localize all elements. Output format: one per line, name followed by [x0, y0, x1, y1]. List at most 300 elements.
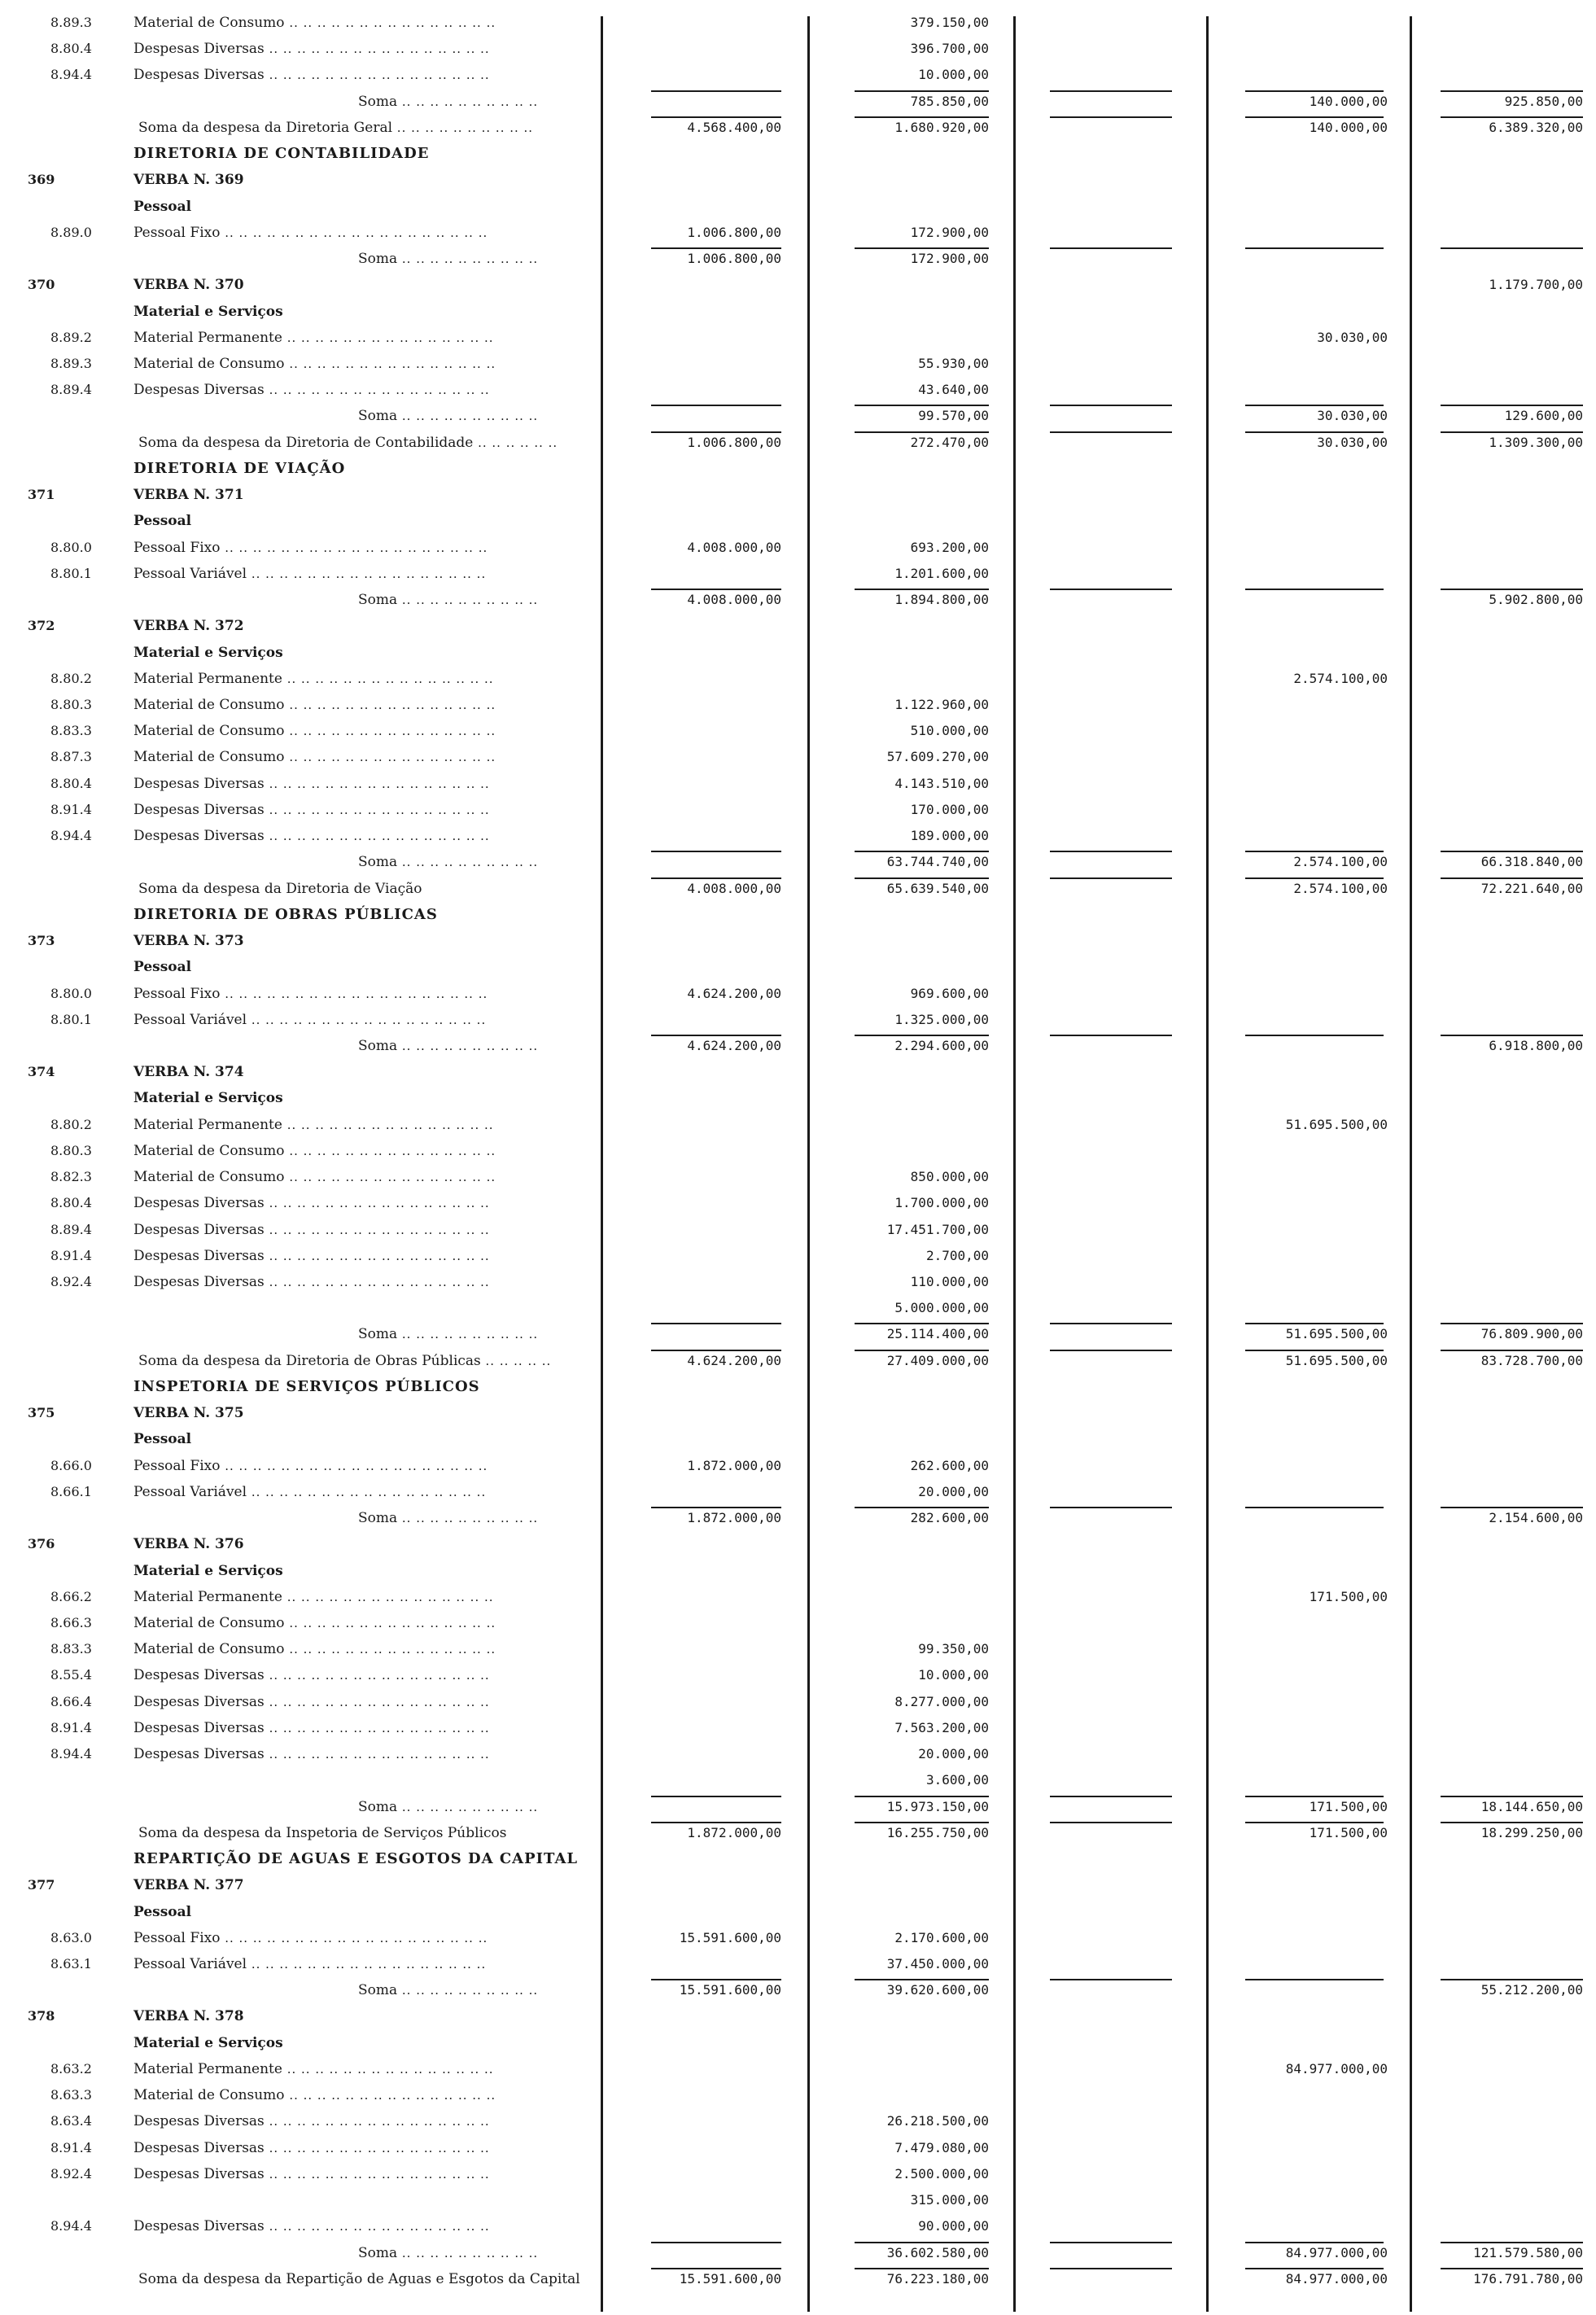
- dot-leader: .. .. .. .. .. .. .. .. .. .. .. .. .. .. .. ..: [264, 1196, 490, 1210]
- dot-leader: .. .. .. .. .. .. .. .. .. .. .. .. .. .. .. ..: [264, 1695, 490, 1709]
- verba-number: 371: [28, 487, 55, 502]
- amount-c4: 51.695.500,00: [1285, 1353, 1388, 1368]
- section-heading: REPARTIÇÃO DE AGUAS E ESGOTOS DA CAPITAL: [133, 1850, 579, 1867]
- account-code: 8.94.4: [50, 2218, 92, 2234]
- line-label: Despesas Diversas .. .. .. .. .. .. .. .. .. .. .. .. .. .. .. ..: [133, 1694, 490, 1710]
- amount-c2: 16.255.750,00: [886, 1825, 989, 1840]
- account-code: 8.80.0: [50, 986, 92, 1001]
- amount-c2: 65.639.540,00: [886, 881, 989, 896]
- sum-label: Soma .. .. .. .. .. .. .. .. .. ..: [358, 251, 539, 267]
- line-label: Material de Consumo .. .. .. .. .. .. .. .. .. .. .. .. .. .. ..: [133, 1169, 496, 1185]
- dot-leader: .. .. .. .. .. .. .. .. .. ..: [392, 120, 534, 135]
- sum-label: Soma .. .. .. .. .. .. .. .. .. ..: [358, 408, 539, 424]
- total-label: Soma da despesa da Diretoria de Contabilidade .. .. .. .. .. ..: [138, 435, 558, 451]
- sum-label: Soma .. .. .. .. .. .. .. .. .. ..: [358, 854, 539, 870]
- dot-leader: .. .. .. .. .. .. .. .. .. .. .. .. .. .. ..: [284, 2088, 496, 2103]
- verba-number: 378: [28, 2008, 55, 2024]
- amount-c4: 51.695.500,00: [1285, 1117, 1388, 1132]
- sum-rule: [1245, 1796, 1384, 1797]
- line-label: Material de Consumo .. .. .. .. .. .. .. .. .. .. .. .. .. .. ..: [133, 356, 496, 372]
- line-label: Pessoal Variável .. .. .. .. .. .. .. .. .. .. .. .. .. .. .. .. ..: [133, 566, 487, 582]
- sum-rule: [651, 90, 781, 92]
- verba-title: VERBA N. 374: [133, 1064, 244, 1080]
- sum-rule: [1441, 405, 1583, 406]
- amount-c1: 1.006.800,00: [687, 435, 781, 450]
- sum-label: Soma .. .. .. .. .. .. .. .. .. ..: [358, 1799, 539, 1815]
- account-code: 8.63.2: [50, 2061, 92, 2076]
- dot-leader: .. .. .. .. .. .. .. .. .. .. .. .. .. .. .. ..: [264, 42, 490, 56]
- dot-leader: .. .. .. .. .. .. .. .. .. .. .. .. .. .. .. ..: [264, 1668, 490, 1683]
- sum-rule: [1441, 1796, 1583, 1797]
- dot-leader: .. .. .. .. .. .. .. .. .. .. .. .. .. .. ..: [282, 1590, 494, 1604]
- account-code: 8.94.4: [50, 828, 92, 843]
- verba-number: 377: [28, 1877, 55, 1893]
- account-code: 8.80.4: [50, 1195, 92, 1210]
- amount-c2: 396.700,00: [910, 41, 989, 56]
- line-label: Despesas Diversas .. .. .. .. .. .. .. .. .. .. .. .. .. .. .. ..: [133, 802, 490, 818]
- sum-rule: [1050, 2242, 1172, 2243]
- sum-rule: [1441, 1323, 1583, 1324]
- sum-rule: [1050, 431, 1172, 433]
- amount-c2: 5.000.000,00: [894, 1300, 989, 1315]
- dot-leader: .. .. .. .. .. .. .. .. .. .. .. .. .. .. .. ..: [264, 383, 490, 397]
- line-label: Material de Consumo .. .. .. .. .. .. .. .. .. .. .. .. .. .. ..: [133, 697, 496, 713]
- account-code: 8.89.4: [50, 1222, 92, 1237]
- account-code: 8.55.4: [50, 1667, 92, 1683]
- line-label: Despesas Diversas .. .. .. .. .. .. .. .. .. .. .. .. .. .. .. ..: [133, 67, 490, 83]
- sum-rule: [1245, 2242, 1384, 2243]
- sum-rule: [1245, 1350, 1384, 1351]
- sum-rule: [1245, 1035, 1384, 1036]
- sum-rule: [1050, 851, 1172, 852]
- amount-c1: 15.591.600,00: [679, 2271, 781, 2287]
- amount-c5: 129.600,00: [1504, 408, 1583, 423]
- dot-leader: .. .. .. .. .. .. .. .. .. ..: [397, 1983, 539, 1998]
- line-label: Material Permanente .. .. .. .. .. .. .. .. .. .. .. .. .. .. ..: [133, 671, 494, 687]
- dot-leader: .. .. .. .. .. .. .. .. .. .. .. .. .. .. .. ..: [264, 1275, 490, 1289]
- dot-leader: .. .. .. .. .. .. .. .. .. ..: [397, 1511, 539, 1525]
- amount-c5: 1.309.300,00: [1489, 435, 1583, 450]
- dot-leader: .. .. .. .. .. .. .. .. .. .. .. .. .. .. .. .. ..: [247, 1485, 487, 1499]
- line-label: Pessoal: [133, 1431, 192, 1447]
- amount-c2: 99.350,00: [918, 1641, 989, 1656]
- dot-leader: .. .. .. .. .. .. .. .. .. ..: [397, 855, 539, 869]
- account-code: 8.91.4: [50, 1248, 92, 1263]
- line-label: Despesas Diversas .. .. .. .. .. .. .. .. .. .. .. .. .. .. .. ..: [133, 1667, 490, 1683]
- dot-leader: .. .. .. .. .. .. .. .. .. .. .. .. .. .. .. .. .. .. ..: [220, 225, 488, 240]
- dot-leader: .. .. .. .. .. .. .. .. .. .. .. .. .. .. .. ..: [264, 2114, 490, 2129]
- verba-title: VERBA N. 377: [133, 1877, 244, 1893]
- verba-number: 374: [28, 1064, 55, 1079]
- dot-leader: .. .. .. .. .. .. .. .. .. .. .. .. .. .. ..: [282, 1118, 494, 1132]
- sum-rule: [1441, 1822, 1583, 1823]
- line-label: Material de Consumo .. .. .. .. .. .. .. .. .. .. .. .. .. .. ..: [133, 2087, 496, 2103]
- account-code: 8.89.3: [50, 15, 92, 30]
- sum-label: Soma .. .. .. .. .. .. .. .. .. ..: [358, 592, 539, 608]
- amount-c2: 63.744.740,00: [886, 854, 989, 869]
- line-label: Despesas Diversas .. .. .. .. .. .. .. .. .. .. .. .. .. .. .. ..: [133, 382, 490, 398]
- amount-c2: 7.563.200,00: [894, 1720, 989, 1735]
- account-code: 8.63.3: [50, 2087, 92, 2103]
- sum-rule: [1050, 405, 1172, 406]
- sum-rule: [1441, 90, 1583, 92]
- dot-leader: .. .. .. .. .. .. .. .. .. .. .. .. .. .. .. ..: [264, 1721, 490, 1735]
- sum-rule: [651, 1822, 781, 1823]
- verba-title: VERBA N. 371: [133, 487, 244, 503]
- amount-c2: 17.451.700,00: [886, 1222, 989, 1237]
- verba-title: VERBA N. 369: [133, 172, 244, 188]
- sum-rule: [855, 90, 989, 92]
- sum-rule: [1050, 1507, 1172, 1508]
- account-code: 8.66.4: [50, 1694, 92, 1709]
- dot-leader: .. .. .. .. .. .. .. .. .. ..: [397, 593, 539, 607]
- dot-leader: .. .. .. .. .. .. .. .. .. .. .. .. .. .. .. ..: [264, 1223, 490, 1237]
- line-label: Despesas Diversas .. .. .. .. .. .. .. .. .. .. .. .. .. .. .. ..: [133, 1720, 490, 1736]
- amount-c2: 25.114.400,00: [886, 1326, 989, 1341]
- section-heading: INSPETORIA DE SERVIÇOS PÚBLICOS: [133, 1378, 480, 1395]
- account-code: 8.89.0: [50, 225, 92, 240]
- amount-c2: 10.000,00: [918, 67, 989, 82]
- dot-leader: .. .. .. .. .. .. .. .. .. ..: [397, 1039, 539, 1053]
- amount-c2: 172.900,00: [910, 251, 989, 266]
- total-label: Soma da despesa da Diretoria de Obras Públicas .. .. .. .. ..: [138, 1353, 552, 1369]
- amount-c2: 36.602.580,00: [886, 2245, 989, 2260]
- amount-c2: 37.450.000,00: [886, 1956, 989, 1971]
- sum-rule: [1245, 1507, 1384, 1508]
- account-code: 8.80.0: [50, 540, 92, 555]
- amount-c2: 7.479.080,00: [894, 2140, 989, 2155]
- sum-rule: [855, 405, 989, 406]
- account-code: 8.80.2: [50, 671, 92, 686]
- dot-leader: .. .. .. .. .. .. .. .. .. ..: [397, 94, 539, 109]
- sum-rule: [1050, 116, 1172, 118]
- line-label: Pessoal Fixo .. .. .. .. .. .. .. .. .. .. .. .. .. .. .. .. .. .. ..: [133, 1458, 488, 1474]
- sum-rule: [1050, 2268, 1172, 2269]
- sum-rule: [1050, 1323, 1172, 1324]
- dot-leader: .. .. .. .. ..: [480, 1354, 552, 1368]
- line-label: Pessoal: [133, 959, 192, 975]
- line-label: Despesas Diversas .. .. .. .. .. .. .. .. .. .. .. .. .. .. .. ..: [133, 2218, 490, 2234]
- sum-rule: [651, 431, 781, 433]
- line-label: Despesas Diversas .. .. .. .. .. .. .. .. .. .. .. .. .. .. .. ..: [133, 2140, 490, 2156]
- verba-title: VERBA N. 372: [133, 618, 244, 634]
- line-label: Pessoal: [133, 513, 192, 529]
- amount-c5: 76.809.900,00: [1480, 1326, 1583, 1341]
- sum-rule: [1245, 90, 1384, 92]
- sum-rule: [855, 2242, 989, 2243]
- sum-rule: [1441, 1507, 1583, 1508]
- amount-c1: 4.624.200,00: [687, 1038, 781, 1053]
- amount-c1: 15.591.600,00: [679, 1982, 781, 1998]
- amount-c1: 1.006.800,00: [687, 251, 781, 266]
- sum-rule: [1245, 1979, 1384, 1980]
- verba-title: VERBA N. 373: [133, 933, 244, 949]
- amount-c2: 3.600,00: [925, 1772, 989, 1788]
- amount-c5: 925.850,00: [1504, 94, 1583, 109]
- sum-rule: [651, 1350, 781, 1351]
- account-code: 8.89.3: [50, 356, 92, 371]
- account-code: 8.80.4: [50, 41, 92, 56]
- section-heading: DIRETORIA DE OBRAS PÚBLICAS: [133, 906, 438, 923]
- verba-number: 376: [28, 1536, 55, 1551]
- amount-c1: 1.872.000,00: [687, 1510, 781, 1525]
- sum-rule: [651, 1507, 781, 1508]
- amount-c2: 1.325.000,00: [894, 1012, 989, 1027]
- amount-c5: 83.728.700,00: [1480, 1353, 1583, 1368]
- amount-c2: 272.470,00: [910, 435, 989, 450]
- sum-label: Soma .. .. .. .. .. .. .. .. .. ..: [358, 1510, 539, 1526]
- amount-c1: 15.591.600,00: [679, 1930, 781, 1945]
- amount-c2: 189.000,00: [910, 828, 989, 843]
- amount-c4: 171.500,00: [1309, 1825, 1388, 1840]
- amount-c2: 693.200,00: [910, 540, 989, 555]
- amount-c2: 27.409.000,00: [886, 1353, 989, 1368]
- sum-rule: [1245, 247, 1384, 249]
- amount-c1: 4.008.000,00: [687, 540, 781, 555]
- amount-c2: 57.609.270,00: [886, 749, 989, 764]
- sum-rule: [1441, 1979, 1583, 1980]
- verba-number: 369: [28, 172, 55, 187]
- sum-rule: [855, 431, 989, 433]
- verba-title: VERBA N. 376: [133, 1536, 244, 1552]
- amount-c4: 84.977.000,00: [1285, 2245, 1388, 2260]
- line-label: Material de Consumo .. .. .. .. .. .. .. .. .. .. .. .. .. .. ..: [133, 15, 496, 31]
- line-label: Despesas Diversas .. .. .. .. .. .. .. .. .. .. .. .. .. .. .. ..: [133, 2113, 490, 2129]
- amount-c2: 1.122.960,00: [894, 697, 989, 712]
- amount-c1: 1.006.800,00: [687, 225, 781, 240]
- account-code: 8.91.4: [50, 1720, 92, 1735]
- dot-leader: .. .. .. .. .. .. .. .. .. .. .. .. .. .. ..: [284, 750, 496, 764]
- amount-c2: 282.600,00: [910, 1510, 989, 1525]
- sum-rule: [651, 116, 781, 118]
- account-code: 8.80.3: [50, 697, 92, 712]
- account-code: 8.66.0: [50, 1458, 92, 1473]
- sum-rule: [855, 851, 989, 852]
- sum-rule: [1245, 1323, 1384, 1324]
- total-label: Soma da despesa da Diretoria de Viação: [138, 881, 422, 897]
- sum-rule: [1050, 877, 1172, 879]
- amount-c2: 8.277.000,00: [894, 1694, 989, 1709]
- dot-leader: .. .. .. .. .. .. .. .. .. .. .. .. .. .. .. .. .. .. ..: [220, 540, 488, 555]
- total-label: Soma da despesa da Repartição de Aguas e Esgotos da Capital: [138, 2271, 580, 2287]
- account-code: 8.63.4: [50, 2113, 92, 2129]
- amount-c1: 4.624.200,00: [687, 1353, 781, 1368]
- sum-rule: [855, 2268, 989, 2269]
- account-code: 8.94.4: [50, 67, 92, 82]
- sum-rule: [651, 2242, 781, 2243]
- verba-number: 373: [28, 933, 55, 948]
- amount-c2: 76.223.180,00: [886, 2271, 989, 2287]
- line-label: Material de Consumo .. .. .. .. .. .. .. .. .. .. .. .. .. .. ..: [133, 1641, 496, 1657]
- sum-label: Soma .. .. .. .. .. .. .. .. .. ..: [358, 1038, 539, 1054]
- account-code: 8.89.2: [50, 330, 92, 345]
- dot-leader: .. .. .. .. .. .. .. .. .. .. .. .. .. .. .. ..: [264, 2141, 490, 2155]
- sum-rule: [651, 851, 781, 852]
- amount-c5: 6.918.800,00: [1489, 1038, 1583, 1053]
- line-label: Pessoal Variável .. .. .. .. .. .. .. .. .. .. .. .. .. .. .. .. ..: [133, 1484, 487, 1500]
- sum-rule: [855, 1035, 989, 1036]
- amount-c5: 121.579.580,00: [1473, 2245, 1583, 2260]
- dot-leader: .. .. .. .. .. .. .. .. .. ..: [397, 1800, 539, 1814]
- amount-c2: 2.700,00: [925, 1248, 989, 1263]
- dot-leader: .. .. .. .. .. .. .. .. .. .. .. .. .. .. ..: [284, 724, 496, 738]
- sum-rule: [1245, 116, 1384, 118]
- dot-leader: .. .. .. .. .. .. .. .. .. .. .. .. .. .. ..: [284, 1642, 496, 1656]
- amount-c4: 84.977.000,00: [1285, 2271, 1388, 2287]
- amount-c5: 1.179.700,00: [1489, 277, 1583, 292]
- sum-rule: [651, 1979, 781, 1980]
- amount-c2: 99.570,00: [918, 408, 989, 423]
- account-code: 8.87.3: [50, 749, 92, 764]
- line-label: Despesas Diversas .. .. .. .. .. .. .. .. .. .. .. .. .. .. .. ..: [133, 1248, 490, 1264]
- column-rule: [601, 16, 603, 2312]
- amount-c2: 43.640,00: [918, 382, 989, 397]
- account-code: 8.92.4: [50, 1274, 92, 1289]
- amount-c2: 4.143.510,00: [894, 776, 989, 791]
- verba-number: 375: [28, 1405, 55, 1420]
- amount-c5: 55.212.200,00: [1480, 1982, 1583, 1998]
- dot-leader: .. .. .. .. .. .. .. .. .. .. .. .. .. .. ..: [282, 2062, 494, 2076]
- account-code: 8.83.3: [50, 723, 92, 738]
- sum-rule: [855, 1822, 989, 1823]
- dot-leader: .. .. .. .. .. .. .. .. .. .. .. .. .. .. ..: [282, 330, 494, 345]
- sum-rule: [855, 877, 989, 879]
- amount-c2: 1.680.920,00: [894, 120, 989, 135]
- verba-number: 372: [28, 618, 55, 633]
- sum-rule: [855, 1350, 989, 1351]
- dot-leader: .. .. .. .. .. .. .. .. .. .. .. .. .. .. .. .. .. .. ..: [220, 1931, 488, 1945]
- line-label: Material Permanente .. .. .. .. .. .. .. .. .. .. .. .. .. .. ..: [133, 1589, 494, 1605]
- dot-leader: .. .. .. .. .. .. .. .. .. ..: [397, 252, 539, 266]
- account-code: 8.80.2: [50, 1117, 92, 1132]
- sum-rule: [1441, 116, 1583, 118]
- sum-rule: [1245, 1822, 1384, 1823]
- sum-rule: [855, 1979, 989, 1980]
- dot-leader: .. .. .. .. .. .. .. .. .. .. .. .. .. .. .. .. ..: [247, 1957, 487, 1971]
- amount-c5: 72.221.640,00: [1480, 881, 1583, 896]
- sum-label: Soma .. .. .. .. .. .. .. .. .. ..: [358, 2245, 539, 2261]
- amount-c5: 2.154.600,00: [1489, 1510, 1583, 1525]
- dot-leader: .. .. .. .. .. .. .. .. .. .. .. .. .. .. .. .. .. .. ..: [220, 1459, 488, 1473]
- verba-number: 370: [28, 277, 55, 292]
- amount-c1: 4.008.000,00: [687, 881, 781, 896]
- line-label: Pessoal: [133, 199, 192, 215]
- sum-rule: [855, 116, 989, 118]
- amount-c4: 2.574.100,00: [1293, 881, 1388, 896]
- line-label: Pessoal Fixo .. .. .. .. .. .. .. .. .. .. .. .. .. .. .. .. .. .. ..: [133, 225, 488, 241]
- line-label: Pessoal Variável .. .. .. .. .. .. .. .. .. .. .. .. .. .. .. .. ..: [133, 1956, 487, 1972]
- line-label: Pessoal Fixo .. .. .. .. .. .. .. .. .. .. .. .. .. .. .. .. .. .. ..: [133, 986, 488, 1002]
- sum-rule: [1441, 589, 1583, 590]
- sum-rule: [1050, 1035, 1172, 1036]
- line-label: Material e Serviços: [133, 1563, 283, 1579]
- dot-leader: .. .. .. .. .. .. .. .. .. .. .. .. .. .. .. .. .. .. ..: [220, 987, 488, 1001]
- amount-c5: 18.144.650,00: [1480, 1799, 1583, 1814]
- amount-c1: 4.624.200,00: [687, 986, 781, 1001]
- sum-rule: [651, 589, 781, 590]
- sum-rule: [651, 1323, 781, 1324]
- line-label: Despesas Diversas .. .. .. .. .. .. .. .. .. .. .. .. .. .. .. ..: [133, 776, 490, 792]
- sum-rule: [1245, 851, 1384, 852]
- account-code: 8.83.3: [50, 1641, 92, 1656]
- line-label: Pessoal Variável .. .. .. .. .. .. .. .. .. .. .. .. .. .. .. .. ..: [133, 1012, 487, 1028]
- amount-c2: 2.500.000,00: [894, 2166, 989, 2182]
- sum-rule: [855, 1323, 989, 1324]
- amount-c4: 84.977.000,00: [1285, 2061, 1388, 2076]
- sum-label: Soma .. .. .. .. .. .. .. .. .. ..: [358, 94, 539, 110]
- sum-rule: [1245, 877, 1384, 879]
- sum-rule: [1050, 589, 1172, 590]
- line-label: Material e Serviços: [133, 1090, 283, 1106]
- line-label: Pessoal Fixo .. .. .. .. .. .. .. .. .. .. .. .. .. .. .. .. .. .. ..: [133, 540, 488, 556]
- sum-label: Soma .. .. .. .. .. .. .. .. .. ..: [358, 1982, 539, 1998]
- line-label: Material de Consumo .. .. .. .. .. .. .. .. .. .. .. .. .. .. ..: [133, 749, 496, 765]
- sum-rule: [651, 2268, 781, 2269]
- amount-c5: 18.299.250,00: [1480, 1825, 1583, 1840]
- amount-c2: 55.930,00: [918, 356, 989, 371]
- amount-c5: 6.389.320,00: [1489, 120, 1583, 135]
- amount-c5: 66.318.840,00: [1480, 854, 1583, 869]
- sum-rule: [1050, 1350, 1172, 1351]
- line-label: Despesas Diversas .. .. .. .. .. .. .. .. .. .. .. .. .. .. .. ..: [133, 1222, 490, 1238]
- amount-c1: 4.008.000,00: [687, 592, 781, 607]
- line-label: Despesas Diversas .. .. .. .. .. .. .. .. .. .. .. .. .. .. .. ..: [133, 828, 490, 844]
- amount-c4: 30.030,00: [1317, 330, 1388, 345]
- sum-rule: [1441, 877, 1583, 879]
- dot-leader: .. .. .. .. .. .. .. .. .. .. .. .. .. .. ..: [284, 357, 496, 371]
- dot-leader: .. .. .. .. .. .. .. .. .. .. .. .. .. .. ..: [282, 672, 494, 686]
- sum-rule: [1050, 1822, 1172, 1823]
- amount-c2: 110.000,00: [910, 1274, 989, 1289]
- verba-title: VERBA N. 370: [133, 277, 244, 293]
- dot-leader: .. .. .. .. .. ..: [473, 435, 558, 450]
- sum-rule: [1050, 90, 1172, 92]
- amount-c2: 39.620.600,00: [886, 1982, 989, 1998]
- total-label: Soma da despesa da Diretoria Geral .. .. .. .. .. .. .. .. .. ..: [138, 120, 534, 136]
- sum-rule: [1441, 247, 1583, 249]
- sum-label: Soma .. .. .. .. .. .. .. .. .. ..: [358, 1326, 539, 1342]
- sum-rule: [651, 405, 781, 406]
- account-code: 8.80.1: [50, 566, 92, 581]
- amount-c4: 2.574.100,00: [1293, 854, 1388, 869]
- account-code: 8.63.0: [50, 1930, 92, 1945]
- line-label: Despesas Diversas .. .. .. .. .. .. .. .. .. .. .. .. .. .. .. ..: [133, 41, 490, 57]
- verba-title: VERBA N. 375: [133, 1405, 244, 1421]
- sum-rule: [1245, 405, 1384, 406]
- dot-leader: .. .. .. .. .. .. .. .. .. .. .. .. .. .. ..: [284, 15, 496, 30]
- amount-c2: 26.218.500,00: [886, 2113, 989, 2129]
- amount-c2: 10.000,00: [918, 1667, 989, 1683]
- sum-rule: [651, 247, 781, 249]
- account-code: 8.66.2: [50, 1589, 92, 1604]
- account-code: 8.92.4: [50, 2166, 92, 2182]
- amount-c2: 170.000,00: [910, 802, 989, 817]
- column-rule: [1206, 16, 1209, 2312]
- section-heading: DIRETORIA DE VIAÇÃO: [133, 460, 346, 477]
- line-label: Pessoal Fixo .. .. .. .. .. .. .. .. .. .. .. .. .. .. .. .. .. .. ..: [133, 1930, 488, 1946]
- sum-rule: [651, 1035, 781, 1036]
- dot-leader: .. .. .. .. .. .. .. .. .. .. .. .. .. .. .. ..: [264, 2219, 490, 2234]
- account-code: 8.80.1: [50, 1012, 92, 1027]
- line-label: Material de Consumo .. .. .. .. .. .. .. .. .. .. .. .. .. .. ..: [133, 723, 496, 739]
- dot-leader: .. .. .. .. .. .. .. .. .. .. .. .. .. .. ..: [284, 1616, 496, 1630]
- dot-leader: .. .. .. .. .. .. .. .. .. .. .. .. .. .. .. ..: [264, 2167, 490, 2182]
- amount-c2: 172.900,00: [910, 225, 989, 240]
- amount-c2: 315.000,00: [910, 2192, 989, 2208]
- sum-rule: [1245, 2268, 1384, 2269]
- sum-rule: [855, 1796, 989, 1797]
- line-label: Material de Consumo .. .. .. .. .. .. .. .. .. .. .. .. .. .. ..: [133, 1615, 496, 1631]
